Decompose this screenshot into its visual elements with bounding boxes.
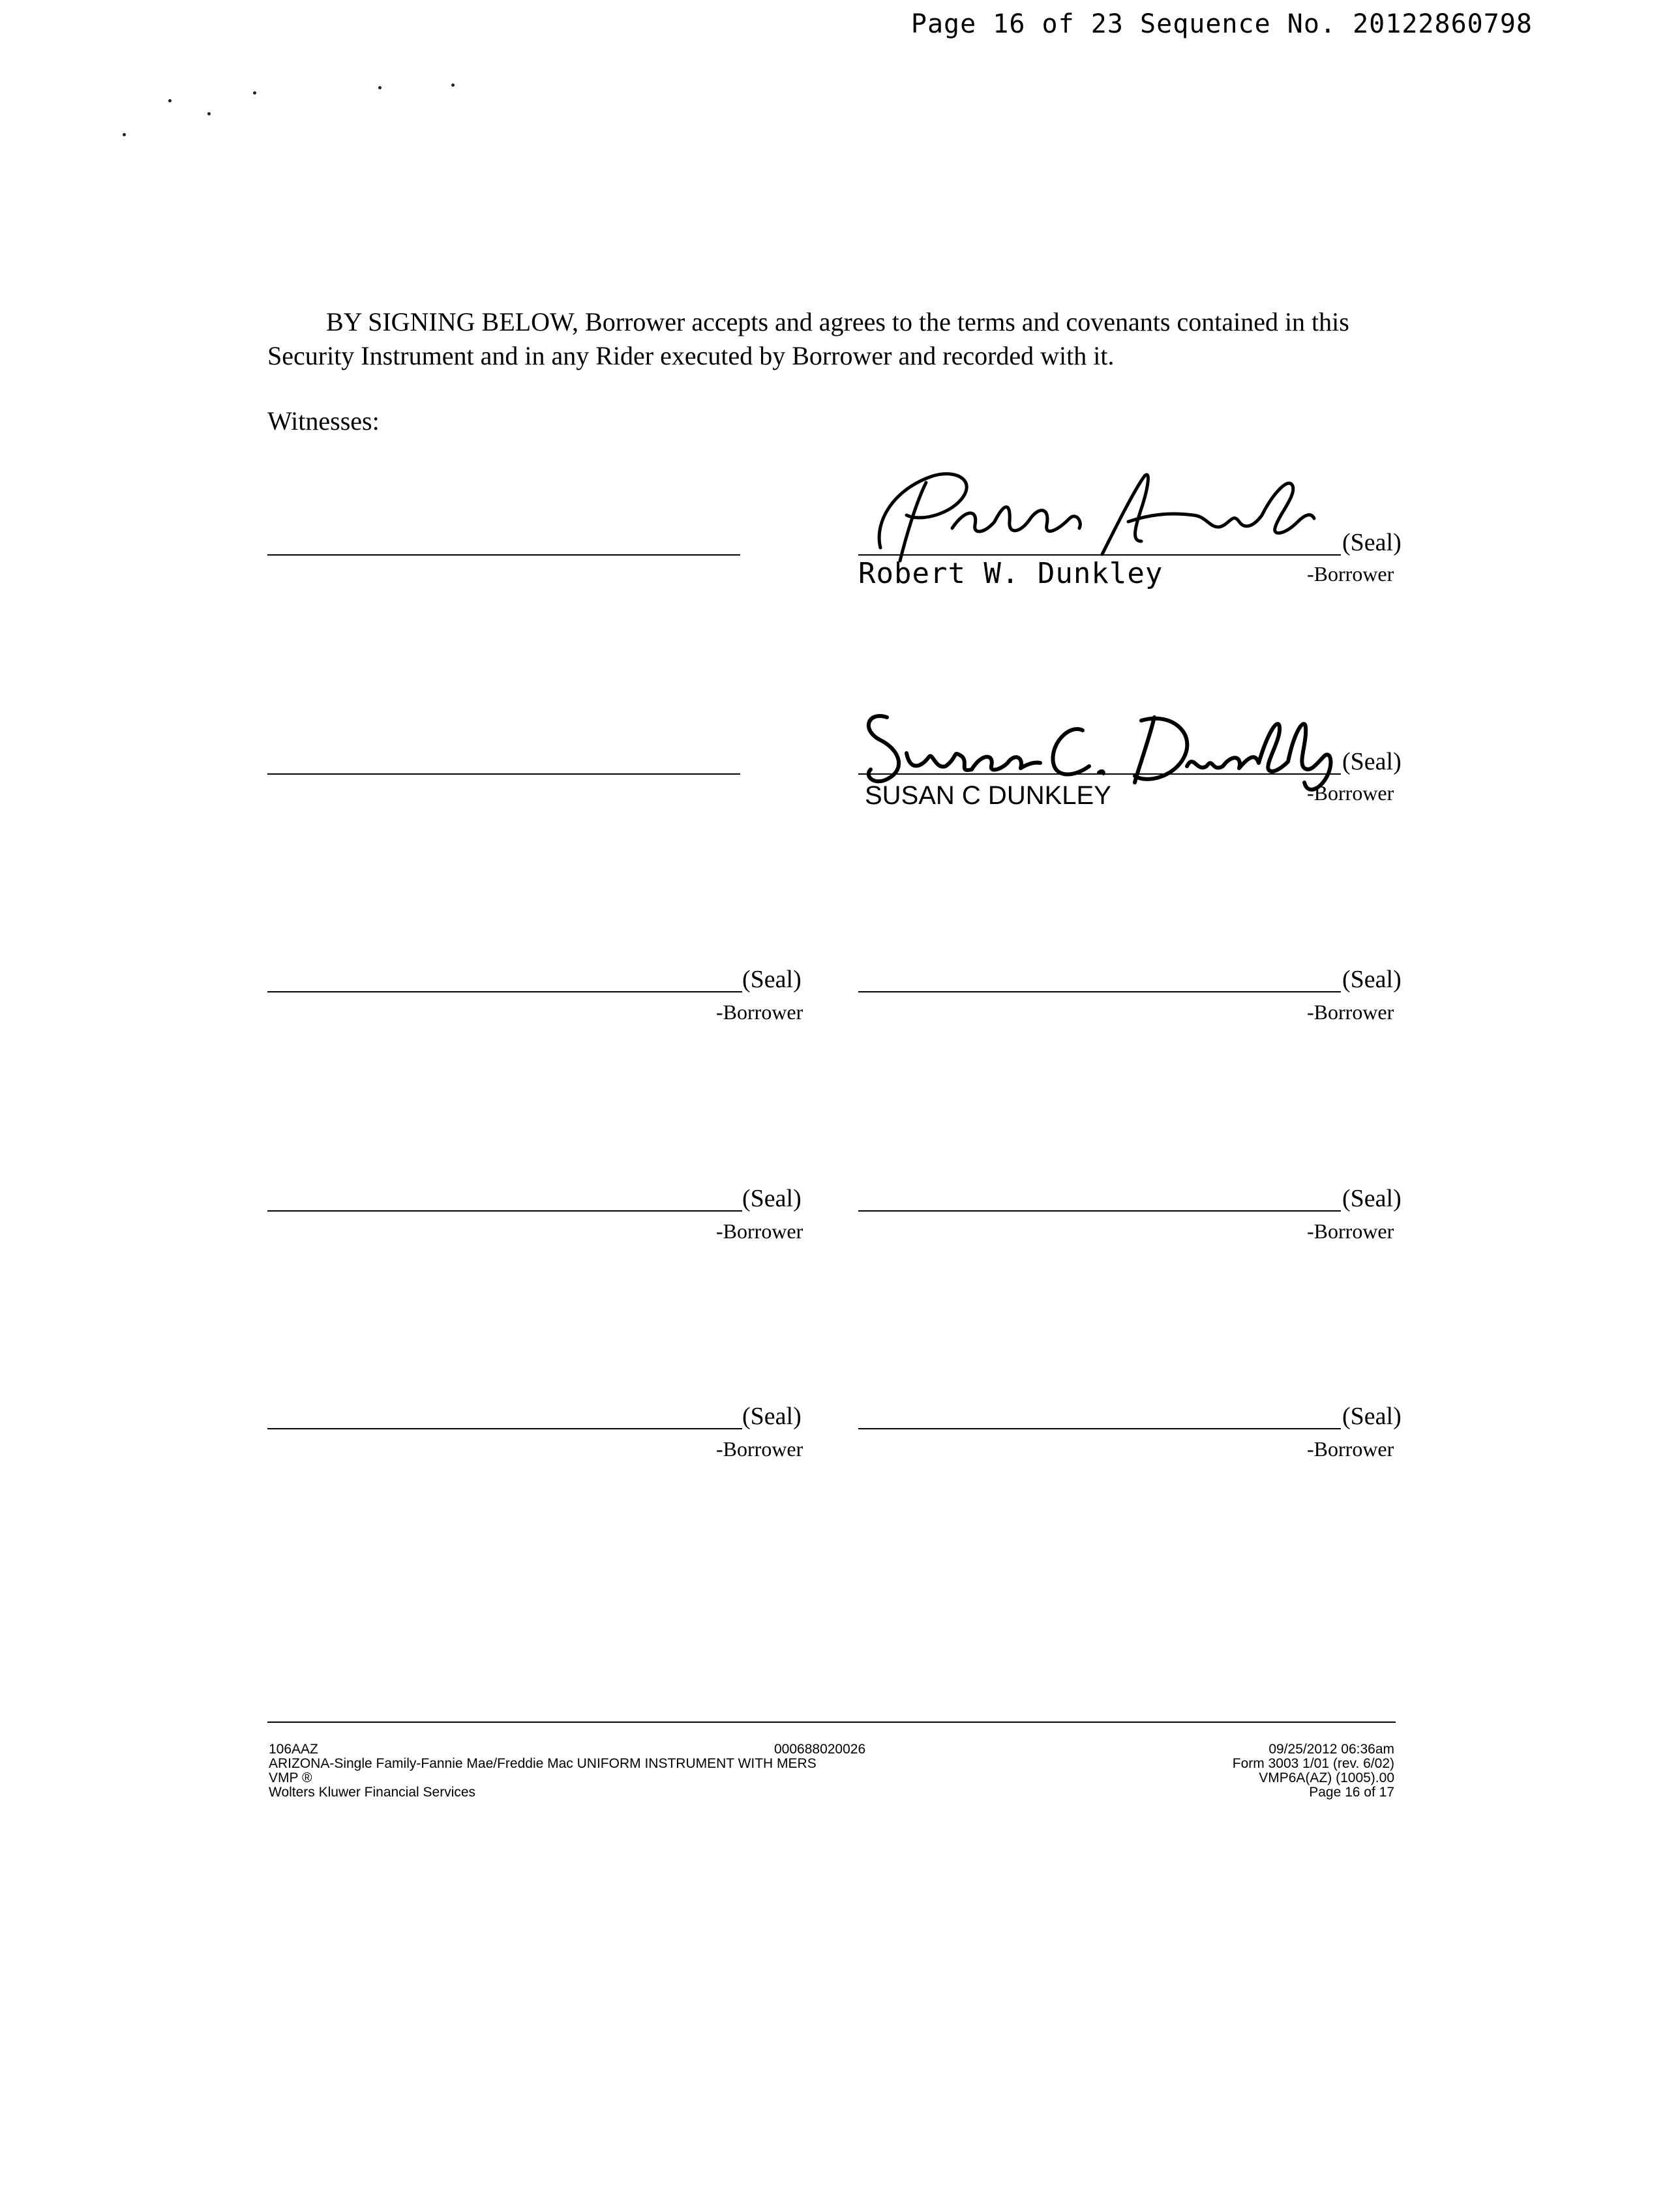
footer-timestamp: 09/25/2012 06:36am <box>1268 1742 1394 1757</box>
seal-label-5: (Seal) <box>742 1185 802 1212</box>
typed-name-susan-dunkley: SUSAN C DUNKLEY <box>865 781 1111 810</box>
scan-speck <box>253 91 256 95</box>
seal-label-2: (Seal) <box>1342 748 1402 775</box>
seal-label-6: (Seal) <box>1342 1185 1402 1212</box>
borrower-signature-line-3 <box>267 991 742 992</box>
borrower-label-3: -Borrower <box>716 1000 803 1024</box>
scan-speck <box>207 112 211 115</box>
footer-right <box>1109 1742 1394 1800</box>
signature-robert-dunkley <box>854 450 1324 567</box>
seal-label-3: (Seal) <box>742 966 802 993</box>
borrower-label-8: -Borrower <box>1307 1437 1394 1461</box>
footer-middle <box>774 1742 865 1757</box>
footer-loan-number: 000688020026 <box>774 1742 866 1757</box>
borrower-signature-line-7 <box>267 1428 742 1429</box>
footer-title: ARIZONA-Single Family-Fannie Mae/Freddie Mac UNIFORM INSTRUMENT WITH MERS <box>269 1756 817 1771</box>
footer-vmp-code: VMP6A(AZ) (1005).00 <box>1259 1770 1394 1785</box>
footer-page: Page 16 of 17 <box>1309 1785 1394 1800</box>
seal-label-8: (Seal) <box>1342 1403 1402 1430</box>
scan-speck <box>451 83 455 87</box>
borrower-signature-line-6 <box>858 1210 1341 1212</box>
footer-vmp: VMP ® <box>269 1770 312 1785</box>
intro-paragraph <box>267 305 1396 373</box>
borrower-label-2: -Borrower <box>1307 781 1394 805</box>
borrower-label-5: -Borrower <box>716 1219 803 1243</box>
typed-name-robert-dunkley: Robert W. Dunkley <box>858 557 1163 590</box>
seal-label-7: (Seal) <box>742 1403 802 1430</box>
witness-signature-line-1 <box>267 554 740 556</box>
borrower-label-1: -Borrower <box>1307 562 1394 586</box>
scan-speck <box>168 99 172 102</box>
footer-publisher: Wolters Kluwer Financial Services <box>269 1785 476 1800</box>
borrower-signature-line-5 <box>267 1210 742 1212</box>
footer-left <box>269 1742 817 1800</box>
borrower-signature-line-8 <box>858 1428 1341 1429</box>
borrower-signature-line-1 <box>858 554 1341 556</box>
borrower-label-6: -Borrower <box>1307 1219 1394 1243</box>
borrower-signature-line-2 <box>858 773 1341 775</box>
borrower-label-7: -Borrower <box>716 1437 803 1461</box>
intro-line-1: BY SIGNING BELOW, Borrower accepts and agrees to the terms and covenants contained in this <box>326 307 1349 336</box>
footer-rule <box>267 1722 1396 1723</box>
footer-form-number: Form 3003 1/01 (rev. 6/02) <box>1232 1756 1394 1771</box>
seal-label-1: (Seal) <box>1342 529 1402 556</box>
scan-speck <box>123 133 126 136</box>
borrower-signature-line-4 <box>858 991 1341 992</box>
borrower-label-4: -Borrower <box>1307 1000 1394 1024</box>
document-header: Page 16 of 23 Sequence No. 20122860798 <box>910 9 1533 39</box>
footer-form-code: 106AAZ <box>269 1742 318 1757</box>
seal-label-4: (Seal) <box>1342 966 1402 993</box>
witnesses-label: Witnesses: <box>267 406 380 436</box>
scan-speck <box>378 86 382 89</box>
witness-signature-line-2 <box>267 773 740 775</box>
intro-line-2: Security Instrument and in any Rider executed by Borrower and recorded with it. <box>267 341 1115 370</box>
